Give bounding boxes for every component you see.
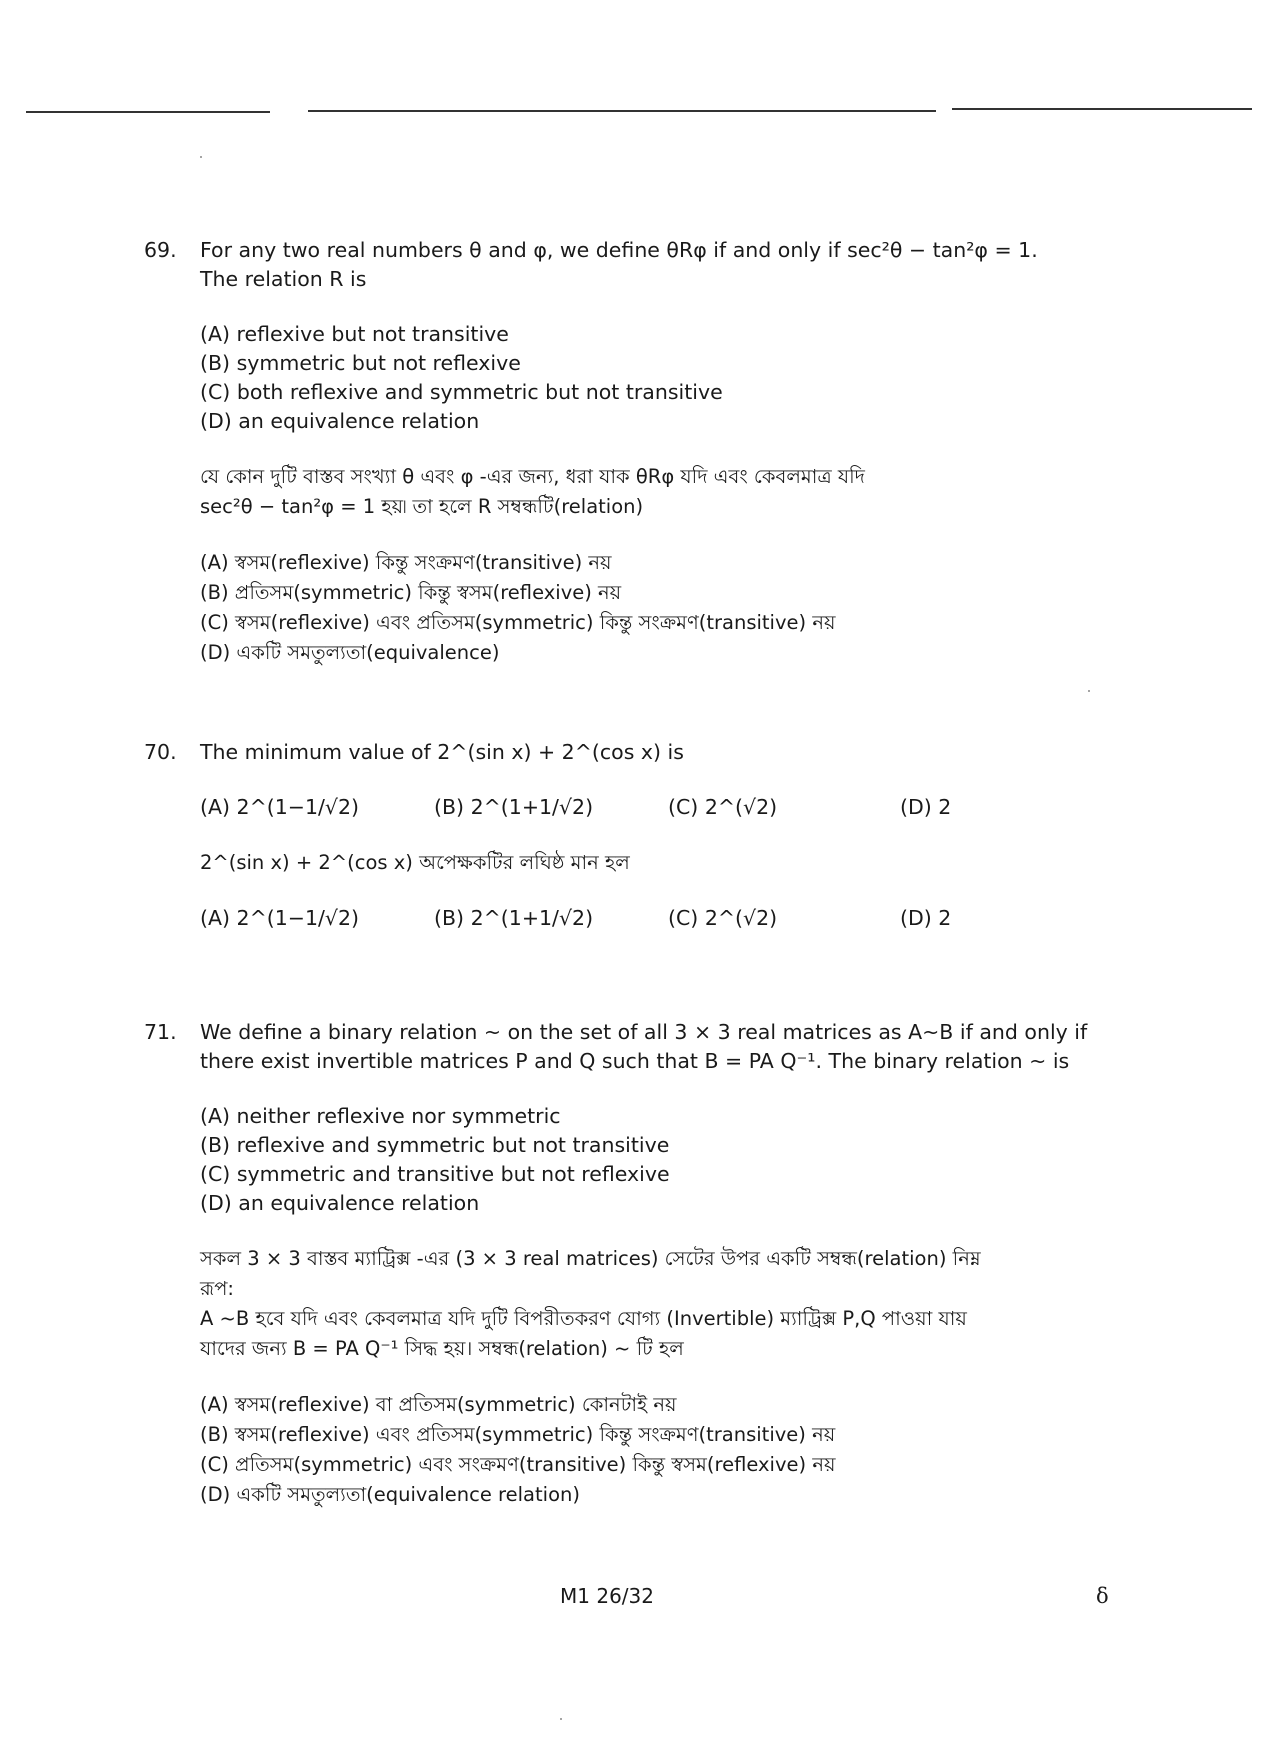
page-number: M1 26/32: [560, 1584, 654, 1608]
option-d-en: (D) an equivalence relation: [200, 409, 480, 433]
question-number: 69.: [144, 238, 177, 262]
question-stem-en-line2: there exist invertible matrices P and Q such that B = PA Q⁻¹. The binary relation ~ is: [200, 1049, 1070, 1073]
option-b-bn: (B) স্বসম(reflexive) এবং প্রতিসম(symmetric) কিন্তু সংক্রমণ(transitive) নয়: [200, 1423, 836, 1446]
option-d-bn: (D) একটি সমতুল্যতা(equivalence): [200, 641, 500, 664]
option-a-en: (A) reflexive but not transitive: [200, 322, 509, 346]
question-stem-en: The minimum value of 2^(sin x) + 2^(cos x) is: [200, 740, 684, 764]
page-mark: δ: [1096, 1584, 1109, 1608]
option-b: (B) 2^(1+1/√2): [434, 795, 594, 819]
option-d: (D) 2: [900, 795, 952, 819]
option-d: (D) 2: [900, 906, 952, 930]
question-71: [144, 1018, 1144, 1510]
option-c-bn: (C) স্বসম(reflexive) এবং প্রতিসম(symmetric) কিন্তু সংক্রমণ(transitive) নয়: [200, 611, 836, 634]
option-c: (C) 2^(√2): [668, 906, 778, 930]
options-row-en: [200, 793, 1144, 822]
option-a-bn: (A) স্বসম(reflexive) বা প্রতিসম(symmetric) কোনটাই নয়: [200, 1393, 677, 1416]
option-d-bn: (D) একটি সমতুল্যতা(equivalence relation): [200, 1483, 580, 1506]
option-a-bn: (A) স্বসম(reflexive) কিন্তু সংক্রমণ(transitive) নয়: [200, 551, 612, 574]
question-stem-bn-line2: sec²θ − tan²φ = 1 হয়৷ তা হলে R সম্বন্ধটি(relation): [200, 495, 644, 518]
option-c-en: (C) symmetric and transitive but not reflexive: [200, 1162, 670, 1186]
option-d-en: (D) an equivalence relation: [200, 1191, 480, 1215]
option-a: (A) 2^(1−1/√2): [200, 795, 360, 819]
question-stem-bn: 2^(sin x) + 2^(cos x) অপেক্ষকটির লঘিষ্ঠ মান হল: [200, 851, 630, 874]
question-stem-en: We define a binary relation ~ on the set of all 3 × 3 real matrices as A~B if and only if: [200, 1020, 1088, 1044]
question-number: 71.: [144, 1020, 177, 1044]
question-70: [144, 738, 1144, 933]
option-c-bn: (C) প্রতিসম(symmetric) এবং সংক্রমণ(transitive) কিন্তু স্বসম(reflexive) নয়: [200, 1453, 836, 1476]
header-rule-right: [952, 108, 1252, 110]
option-b-en: (B) symmetric but not reflexive: [200, 351, 521, 375]
scan-speck: [1088, 690, 1090, 692]
option-c-en: (C) both reflexive and symmetric but not transitive: [200, 380, 723, 404]
option-b-bn: (B) প্রতিসম(symmetric) কিন্তু স্বসম(reflexive) নয়: [200, 581, 622, 604]
option-a: (A) 2^(1−1/√2): [200, 906, 360, 930]
question-69: [144, 236, 1144, 668]
question-stem-bn: সকল 3 × 3 বাস্তব ম্যাট্রিক্স -এর (3 × 3 real matrices) সেটের উপর একটি সম্বন্ধ(relation) নিম্ন: [200, 1247, 981, 1270]
question-stem-bn: যে কোন দুটি বাস্তব সংখ্যা θ এবং φ -এর জন্য, ধরা যাক θRφ যদি এবং কেবলমাত্র যদি: [200, 465, 865, 488]
option-a-en: (A) neither reflexive nor symmetric: [200, 1104, 561, 1128]
question-stem-bn-line2: রূপ:: [200, 1277, 235, 1300]
options-row-bn: [200, 904, 1144, 933]
option-c: (C) 2^(√2): [668, 795, 778, 819]
scan-speck: [560, 1718, 562, 1720]
question-stem-en: For any two real numbers θ and φ, we define θRφ if and only if sec²θ − tan²φ = 1.: [200, 238, 1038, 262]
question-number: 70.: [144, 740, 177, 764]
option-b: (B) 2^(1+1/√2): [434, 906, 594, 930]
header-rule-middle: [308, 110, 936, 112]
option-b-en: (B) reflexive and symmetric but not transitive: [200, 1133, 670, 1157]
header-rule-left: [26, 111, 270, 113]
question-stem-bn-line3: A ~B হবে যদি এবং কেবলমাত্র যদি দুটি বিপরীতকরণ যোগ্য (Invertible) ম্যাট্রিক্স P,Q পাওয়া যায়: [200, 1307, 967, 1330]
question-stem-en-line2: The relation R is: [200, 267, 367, 291]
scan-speck: [200, 156, 202, 158]
question-stem-bn-line4: যাদের জন্য B = PA Q⁻¹ সিদ্ধ হয়। সম্বন্ধ(relation) ~ টি হল: [200, 1337, 684, 1360]
